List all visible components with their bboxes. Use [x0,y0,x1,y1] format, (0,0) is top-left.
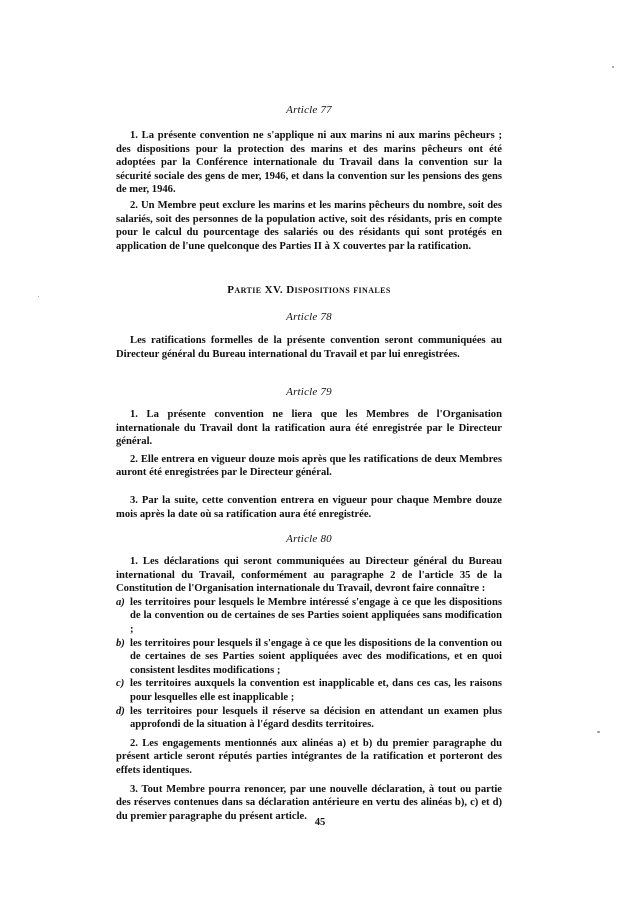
article-79-heading: Article 79 [286,386,332,398]
article-77-heading: Article 77 [286,104,332,116]
article-79-paragraph-1: 1. La présente convention ne liera que les Membres de l'Organisation internationale du Travail dont la ratification aura été enregistrée par le Directeur général. [116,409,502,448]
list-item-text: les territoires auxquels la convention est inapplicable et, dans ces cas, les raisons pour lesquelles elle est inapplicable ; [130,678,502,703]
list-item-text: les territoires pour lesquels il réserve sa décision en attendant un examen plus approfondi de la situation à l'égard desdits territoires. [130,705,502,731]
article-80-body [116,555,502,823]
list-item-text: les territoires pour lesquels il s'engage à ce que les dispositions de la convention ou de certaines de ses Parties soient appliquées avec des modifications, et en quoi consistent lesdites modifications ; [130,637,502,676]
article-77-paragraph-2: 2. Un Membre peut exclure les marins et les marins pêcheurs du nombre, soit des salariés, soit des personnes de la population active, soit des résidants, pris en compte pour le calcul du pourcentage des salariés ou des résidants qui sont protégés en application de l'une quelconque des Parties II à X couvertes par la ratification. [116,199,502,252]
page-number: 45 [314,817,326,828]
article-77-body [116,129,502,253]
scan-speck [612,66,614,68]
list-item-label: a) [116,596,125,608]
article-78-body [116,334,502,361]
list-item-label: d) [116,705,125,717]
article-80-item-list [116,596,502,732]
list-item [116,677,502,704]
part-title: Dispositions finales [286,284,391,296]
article-80-paragraph-1: 1. Les déclarations qui seront communiquées au Directeur général du Bureau international du Travail, conformément au paragraphe 2 de l'article 35 de la Constitution de l'Organisation internationale du Travail, devront faire connaître : [116,556,502,595]
article-78-heading: Article 78 [286,311,332,323]
part-heading [116,284,502,296]
part-prefix: Partie [227,284,262,296]
article-80-paragraph-2: 2. Les engagements mentionnés aux alinéas a) et b) du premier paragraphe du présent article seront réputés parties intégrantes de la ratification et porteront des effets identiques. [116,737,502,776]
list-item-label: b) [116,637,125,649]
article-80-heading: Article 80 [286,533,332,545]
scan-speck [38,296,39,297]
list-item [116,705,502,732]
list-item [116,637,502,678]
list-item-label: c) [116,678,125,690]
list-item-text: les territoires pour lesquels le Membre intéressé s'engage à ce que les dispositions de la convention ou de certaines de ses Parties soient appliquées sans modification ; [130,596,502,635]
article-78-paragraph-1: Les ratifications formelles de la présente convention seront communiquées au Directeur général du Bureau international du Travail et par lui enregistrées. [116,335,502,360]
article-79-body [116,408,502,521]
part-numeral: XV. [264,284,284,296]
article-79-paragraph-3: 3. Par la suite, cette convention entrera en vigueur pour chaque Membre douze mois après la date où sa ratification aura été enregistrée. [116,494,502,520]
scan-speck [597,731,600,733]
article-77-paragraph-1: 1. La présente convention ne s'applique ni aux marins ni aux marins pêcheurs ; des dispositions pour la protection des marins et des marins pêcheurs ont été adoptées par la Conférence internationale du Travail dans la convention sur la sécurité sociale des gens de mer, 1946, et dans la convention sur les pensions des gens de mer, 1946. [116,130,502,196]
list-item [116,596,502,637]
article-79-paragraph-2: 2. Elle entrera en vigueur douze mois après que les ratifications de deux Membres auront été enregistrées par le Directeur général. [116,453,502,479]
article-80-paragraph-3: 3. Tout Membre pourra renoncer, par une nouvelle déclaration, à tout ou partie des réserves contenues dans sa déclaration antérieure en vertu des alinéas b), c) et d) du premier paragraphe du présent article. [116,783,502,822]
